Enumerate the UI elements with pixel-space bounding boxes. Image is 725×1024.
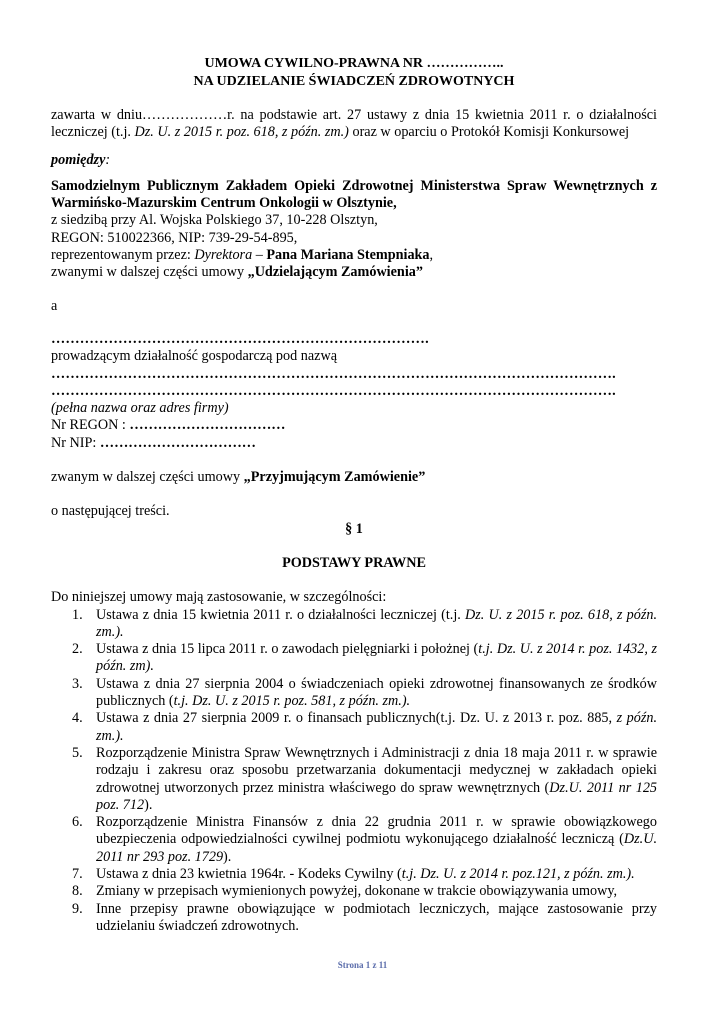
list-item-citation: z późn. zm.). (96, 710, 657, 744)
party-1-name: Samodzielnym Publicznym Zakładem Opieki Zdrowotnej Ministerstwa Spraw Wewnętrznych z Warmińsko-Mazurskim Centrum Onkologii w Olsztynie, (51, 177, 657, 212)
between-label: pomiędzy: (51, 151, 111, 168)
party-2-block (51, 331, 657, 486)
party-2-fullname-field-2: ………………………………………………………………………………………………………. (51, 382, 616, 399)
party-2-called: zwanym w dalszej części umowy „Przyjmującym Zamówienie” (51, 469, 426, 486)
list-item (51, 676, 657, 711)
party-2-business-label: prowadzącym działalność gospodarczą pod nazwą (51, 348, 337, 365)
title-line-2: NA UDZIELANIE ŚWIADCZEŃ ZDROWOTNYCH (193, 73, 515, 89)
list-item (51, 901, 657, 936)
list-item-text: Inne przepisy prawne obowiązujące w podmiotach leczniczych, mające zastosowanie przy udzielaniu świadczeń zdrowotnych. (96, 900, 657, 934)
list-intro: Do niniejszej umowy mają zastosowanie, w szczególności: (51, 589, 387, 606)
intro-text-end: oraz w oparciu o Protokół Komisji Konkursowej (348, 124, 630, 141)
list-item-citation: t.j. Dz. U. z 2014 r. poz. 1432, z późn. zm). (96, 641, 657, 675)
list-item-number: 5. (72, 744, 83, 761)
document-page (51, 55, 657, 935)
list-item (51, 607, 657, 642)
intro-citation: Dz. U. z 2015 r. poz. 618, z późn. zm.) (134, 124, 349, 141)
intro-text: zawarta w dniu………………r. na podstawie art. 27 ustawy z dnia 15 kwietnia 2011 r. o działalności leczniczej (t.j. (51, 107, 657, 141)
list-item-number: 4. (72, 710, 83, 727)
list-item-text: Ustawa z dnia 15 kwietnia 2011 r. o działalności leczniczej (t.j. (96, 606, 466, 623)
party-1-called: zwanymi w dalszej części umowy „Udzielającym Zamówienia” (51, 264, 423, 281)
party-2-fullname-field-1: ………………………………………………………………………………………………………. (51, 365, 616, 382)
list-item (51, 814, 657, 866)
list-item-number: 2. (72, 641, 83, 658)
list-item-citation: t.j. Dz. U. z 2015 r. poz. 581, z późn. zm.). (173, 693, 411, 710)
list-item-text: Ustawa z dnia 27 sierpnia 2009 r. o finansach publicznych(t.j. Dz. U. z 2013 r. poz. 885, (96, 710, 617, 727)
list-item-text: Zmiany w przepisach wymienionych powyżej, dokonane w trakcie obowiązywania umowy, (96, 883, 618, 900)
page-footer: Strona 1 z 11 (337, 960, 388, 970)
legal-basis-list (51, 607, 657, 936)
party-1-regon-nip: REGON: 510022366, NIP: 739-29-54-895, (51, 229, 298, 246)
list-item-text: Ustawa z dnia 23 kwietnia 1964r. - Kodeks Cywilny ( (96, 865, 402, 882)
party-1-block (51, 178, 657, 282)
list-item-text: Ustawa z dnia 27 sierpnia 2004 o świadczeniach opieki zdrowotnej finansowanych ze środków publicznych ( (96, 675, 657, 710)
list-item (51, 710, 657, 745)
list-item (51, 883, 657, 900)
intro-paragraph (51, 107, 657, 142)
party-1-address: z siedzibą przy Al. Wojska Polskiego 37, 10-228 Olsztyn, (51, 212, 378, 229)
document-title (51, 55, 657, 90)
list-item (51, 641, 657, 676)
list-item-number: 1. (72, 606, 83, 623)
list-item-suffix: ). (223, 848, 232, 865)
list-item-text: Rozporządzenie Ministra Spraw Wewnętrznych i Administracji z dnia 18 maja 2011 r. w sprawie rodzaju i zakresu oraz sposobu przetwarzania dokumentacji medycznej w zakładach opieki zdrowotnej utworzonych przez ministra właściwego do spraw wewnętrznych ( (96, 744, 657, 796)
party-2-name-field: ……………………………………………………………………. (51, 330, 429, 347)
list-item (51, 866, 657, 883)
party-2-nip: Nr NIP: …………………………… (51, 434, 256, 451)
party-2-fullname-hint: (pełna nazwa oraz adres firmy) (51, 400, 229, 417)
list-item-suffix: ). (144, 796, 153, 813)
list-item-text: Rozporządzenie Ministra Finansów z dnia 22 grudnia 2011 r. w sprawie obowiązkowego ubezpieczenia odpowiedzialności cywilnej podmiotu wykonującego działalność leczniczą ( (96, 814, 657, 848)
following-text: o następującej treści. (51, 503, 170, 520)
section-title: PODSTAWY PRAWNE (282, 554, 426, 571)
list-item-number: 8. (72, 883, 83, 900)
list-item-number: 3. (72, 675, 83, 692)
title-line-1: UMOWA CYWILNO-PRAWNA NR …………….. (204, 56, 504, 71)
list-item-number: 9. (72, 900, 83, 917)
list-item (51, 745, 657, 814)
section-number: § 1 (345, 520, 363, 537)
and-label: a (51, 297, 58, 314)
list-item-number: 6. (72, 814, 83, 831)
nip-field: …………………………… (99, 434, 256, 451)
list-item-citation: Dz. U. z 2015 r. poz. 618, z późn. zm.). (96, 606, 657, 640)
list-item-citation: t.j. Dz. U. z 2014 r. poz.121, z późn. zm.). (401, 865, 635, 882)
list-item-number: 7. (72, 865, 83, 882)
regon-field: …………………………… (129, 417, 286, 434)
list-item-text: Ustawa z dnia 15 lipca 2011 r. o zawodach pielęgniarki i położnej ( (96, 641, 479, 658)
list-item-citation: Dz.U. 2011 nr 293 poz. 1729 (96, 831, 657, 865)
list-item-citation: Dz.U. 2011 nr 125 poz. 712 (96, 779, 658, 813)
party-1-representative: reprezentowanym przez: Dyrektora – Pana Mariana Stempniaka, (51, 247, 434, 264)
party-2-regon: Nr REGON : …………………………… (51, 417, 286, 434)
